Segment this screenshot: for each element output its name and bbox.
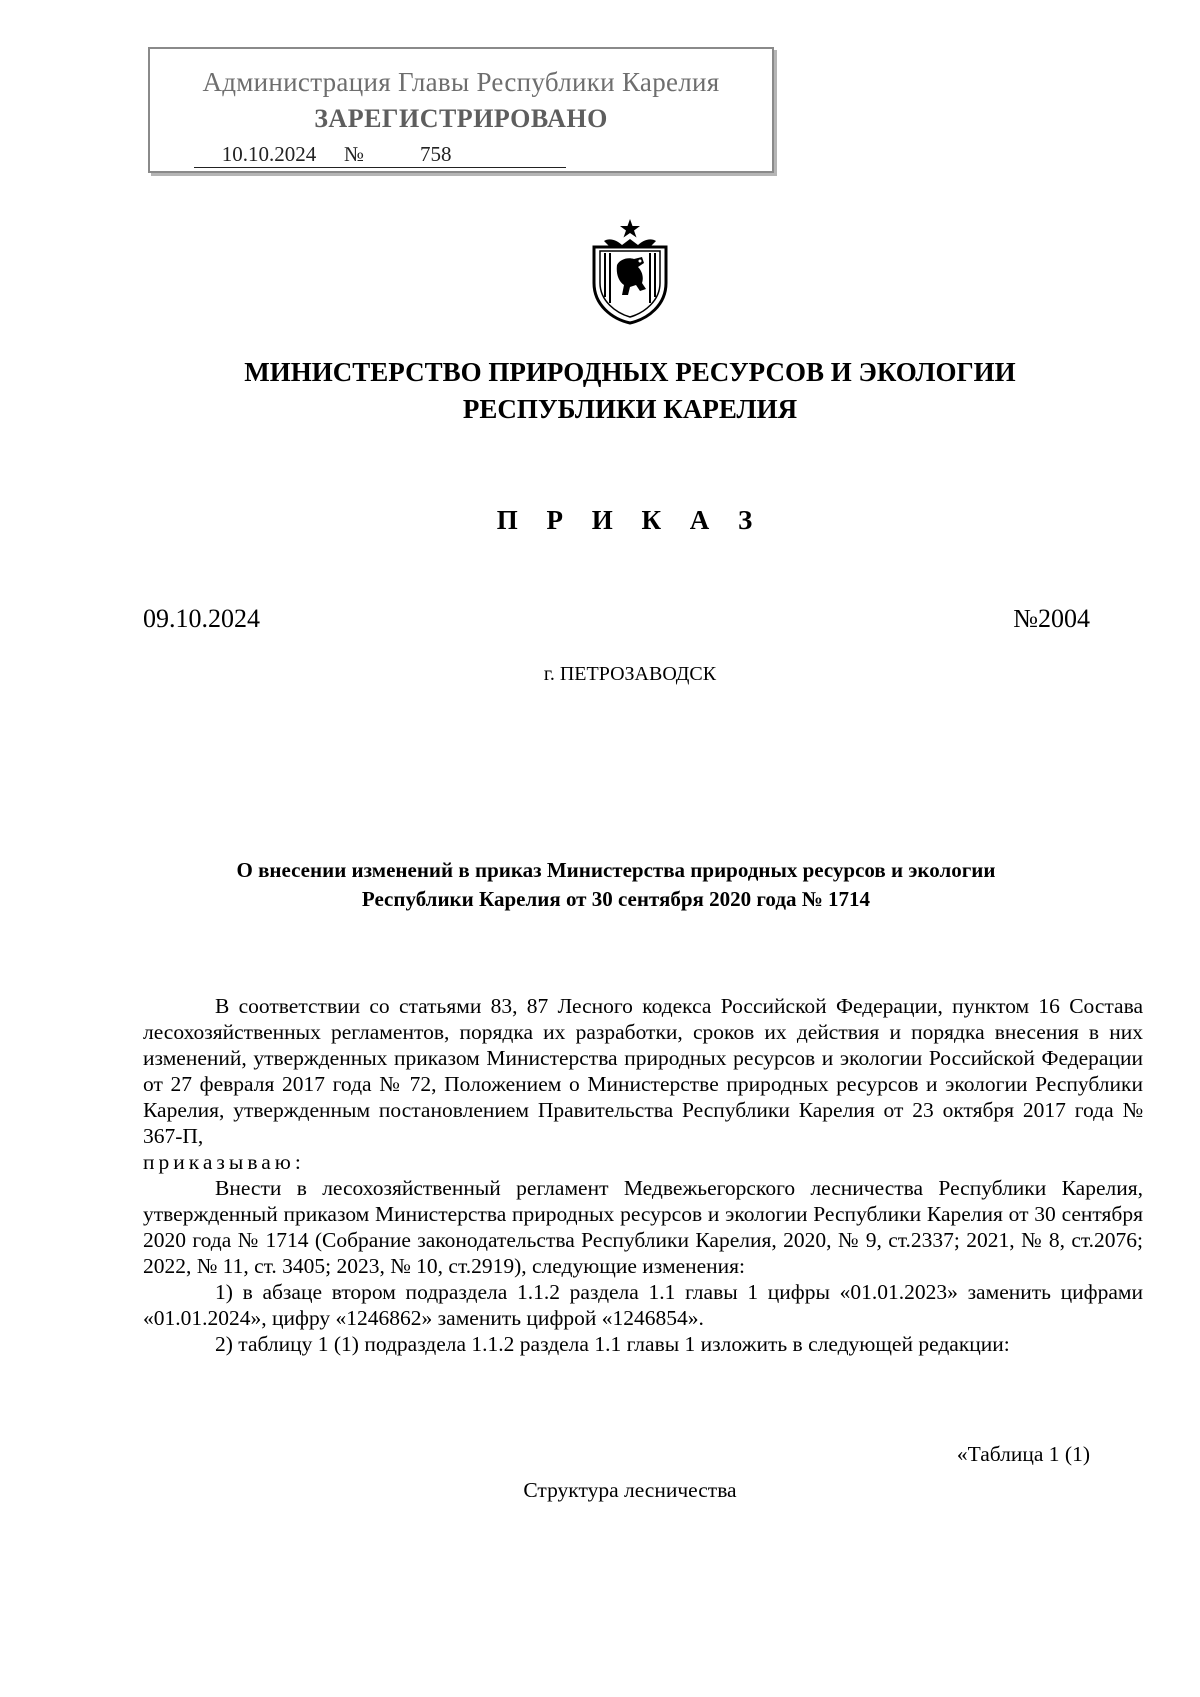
table-reference: «Таблица 1 (1) (956, 1442, 1090, 1466)
ministry-title-line2: РЕСПУБЛИКИ КАРЕЛИЯ (462, 394, 798, 424)
ministry-title-line1: МИНИСТЕРСТВО ПРИРОДНЫХ РЕСУРСОВ И ЭКОЛОГИИ (244, 357, 1016, 387)
order-subject (143, 856, 1089, 914)
stamp-number: 758 (370, 142, 566, 168)
city: г. ПЕТРОЗАВОДСК (543, 663, 717, 685)
stamp-date: 10.10.2024 (194, 142, 344, 168)
document-type: П Р И К А З (496, 505, 764, 535)
stamp-number-label: № (344, 142, 370, 168)
order-subject-line1: О внесении изменений в приказ Министерства природных ресурсов и экологии (236, 858, 996, 882)
order-date: 09.10.2024 (143, 604, 260, 633)
body-paragraph-1-text: В соответствии со статьями 83, 87 Лесного кодекса Российской Федерации, пунктом 16 Состава лесохозяйственных регламентов, порядка их разработки, сроков их действия и порядка внесения в них изменений, утвержденных приказом Министерства природных ресурсов и экологии Российской Федерации от 27 февраля 2017 года № 72, Положением о Министерстве природных ресурсов и экологии Республики Карелия, утвержденным постановлением Правительства Республики Карелия от 23 октября 2017 года № 367-П, (143, 994, 1143, 1148)
order-body (143, 993, 1143, 1357)
table-title: Структура лесничества (523, 1478, 737, 1502)
order-subject-line2: Республики Карелия от 30 сентября 2020 года № 1714 (361, 887, 871, 911)
body-paragraph-4: 2) таблицу 1 (1) подраздела 1.1.2 раздела 1.1 главы 1 изложить в следующей редакции: (215, 1332, 1010, 1356)
order-number: №2004 (1013, 604, 1090, 633)
ministry-title (100, 354, 1160, 428)
body-paragraph-3: 1) в абзаце втором подраздела 1.1.2 раздела 1.1 главы 1 цифры «01.01.2023» заменить цифрами «01.01.2024», цифру «1246862» заменить цифрой «1246854». (143, 1280, 1143, 1330)
karelia-coat-of-arms-icon (584, 217, 676, 325)
stamp-status: ЗАРЕГИСТРИРОВАНО (314, 104, 608, 133)
body-paragraph-2: Внести в лесохозяйственный регламент Медвежьегорского лесничества Республики Карелия, утвержденный приказом Министерства природных ресурсов и экологии Республики Карелия от 30 сентября 2020 года № 1714 (Собрание законодательства Республики Карелия, 2020, № 9, ст.2337; 2021, № 8, ст.2076; 2022, № 11, ст. 3405; 2023, № 10, ст.2919), следующие изменения: (143, 1176, 1143, 1278)
stamp-header: Администрация Главы Республики Карелия (202, 67, 720, 97)
registration-stamp (148, 47, 774, 173)
order-word: приказываю: (143, 1150, 305, 1174)
body-paragraph-1 (143, 993, 1143, 1175)
